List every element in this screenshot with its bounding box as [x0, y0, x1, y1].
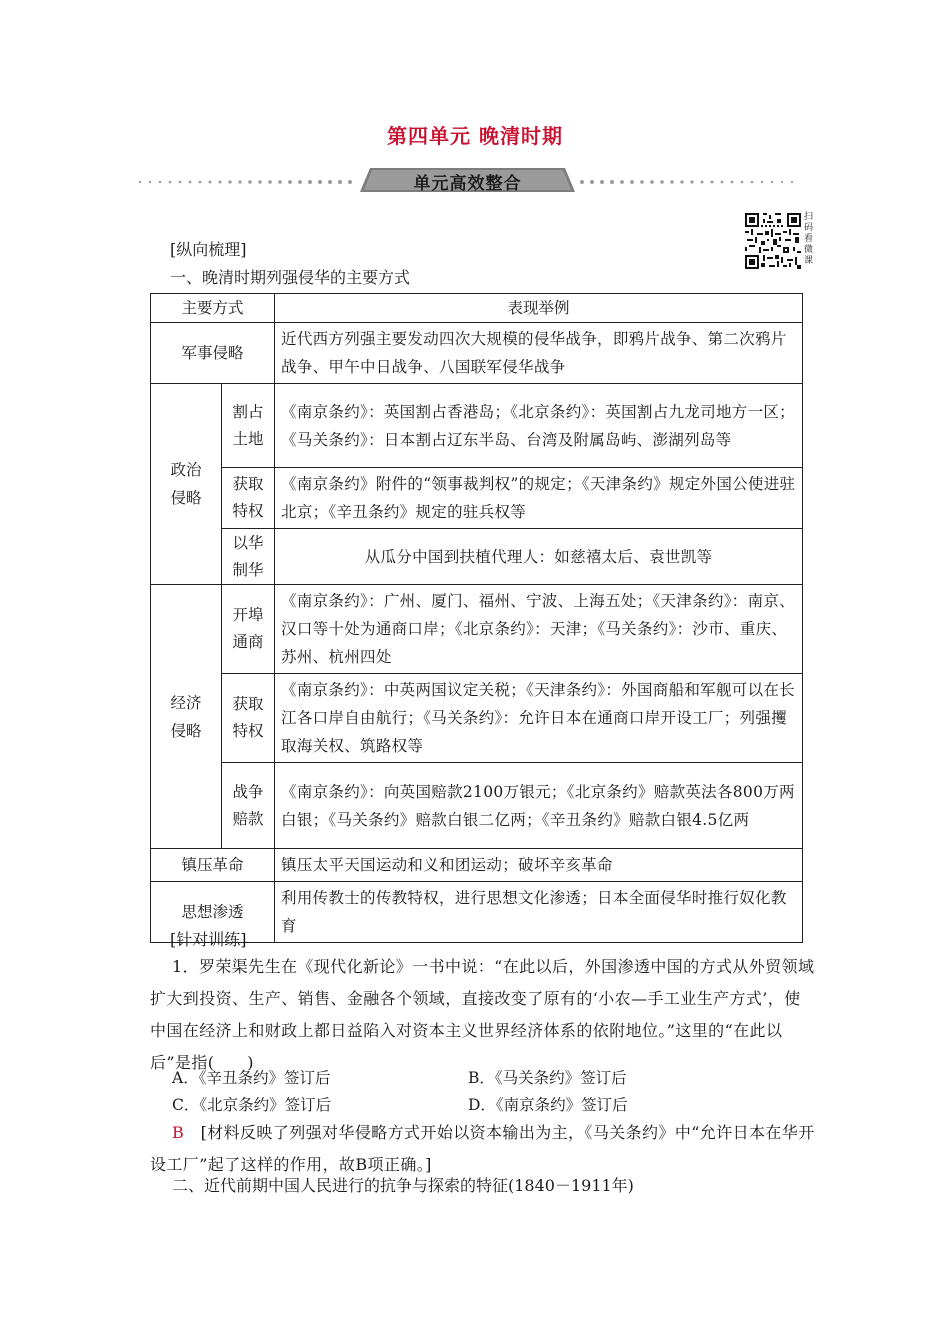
page-title: 第四单元 晚清时期	[387, 124, 563, 148]
table-row	[151, 384, 803, 468]
sub-label: 获取特权	[222, 674, 275, 763]
table-row	[151, 468, 803, 529]
table-row	[151, 763, 803, 849]
row-content: 《南京条约》：中英两国议定关税；《天津条约》：外国商船和军舰可以在长江各口岸自由航行；《马关条约》：允许日本在通商口岸开设工厂；列强攫取海关权、筑路权等	[275, 674, 803, 763]
table-row	[151, 849, 803, 882]
table-row	[151, 529, 803, 585]
sub-label: 战争赔款	[222, 763, 275, 849]
sub-label: 开埠通商	[222, 585, 275, 674]
section-tag: [纵向梳理]	[170, 240, 247, 259]
option-c[interactable]: C．《北京条约》签订后	[172, 1096, 332, 1114]
sub-label: 割占土地	[222, 384, 275, 468]
row-content: 利用传教士的传教特权，进行思想文化渗透；日本全面侵华时推行奴化教育	[275, 882, 803, 943]
table-row	[151, 585, 803, 674]
option-a[interactable]: A．《辛丑条约》签订后	[172, 1069, 331, 1087]
invasion-methods-table	[150, 293, 803, 943]
row-content: 《南京条约》：向英国赔款2100万银元；《北京条约》赔款英法各800万两白银；《马关条约》赔款白银二亿两；《辛丑条约》赔款白银4.5亿两	[275, 763, 803, 849]
row-label: 经济侵略	[151, 585, 222, 849]
row-content: 《南京条约》：广州、厦门、福州、宁波、上海五处；《天津条约》：南京、汉口等十处为通商口岸；《北京条约》：天津；《马关条约》：沙市、重庆、苏州、杭州四处	[275, 585, 803, 674]
sub-label: 获取特权	[222, 468, 275, 529]
heading-2: 二、近代前期中国人民进行的抗争与探索的特征(1840－1911年)	[172, 1176, 634, 1195]
row-label: 思想渗透	[151, 882, 275, 943]
training-tag: [针对训练]	[170, 930, 247, 949]
option-b[interactable]: B．《马关条约》签订后	[468, 1069, 627, 1087]
row-content: 近代西方列强主要发动四次大规模的侵华战争，即鸦片战争、第二次鸦片战争、甲午中日战争、八国联军侵华战争	[275, 323, 803, 384]
row-content: 镇压太平天国运动和义和团运动；破坏辛亥革命	[275, 849, 803, 882]
option-d[interactable]: D．《南京条约》签订后	[468, 1096, 628, 1114]
table-row	[151, 882, 803, 943]
sub-label: 以华制华	[222, 529, 275, 585]
banner-dots-right	[578, 180, 800, 184]
row-content: 从瓜分中国到扶植代理人：如慈禧太后、袁世凯等	[275, 529, 803, 585]
banner-label: 单元高效整合	[413, 174, 522, 194]
answer-explanation	[150, 1117, 815, 1181]
row-content: 《南京条约》附件的“领事裁判权”的规定；《天津条约》规定外国公使进驻北京；《辛丑条约》规定的驻兵权等	[275, 468, 803, 529]
header-examples: 表现举例	[275, 294, 803, 323]
table-row	[151, 674, 803, 763]
answer-letter: B	[172, 1123, 185, 1142]
banner-dots-left	[138, 180, 358, 184]
section-banner	[138, 168, 800, 194]
header-method: 主要方式	[151, 294, 275, 323]
table-header-row	[151, 294, 803, 323]
table-row	[151, 323, 803, 384]
row-label: 政治侵略	[151, 384, 222, 585]
qr-caption: 扫 码 看 微 课	[804, 212, 814, 266]
explanation-text: [材料反映了列强对华侵略方式开始以资本输出为主，《马关条约》中“允许日本在华开设工厂”起了这样的作用，故B项正确。]	[150, 1123, 815, 1174]
heading-1: 一、晚清时期列强侵华的主要方式	[170, 268, 411, 287]
qr-code-icon[interactable]	[745, 213, 801, 269]
row-label: 军事侵略	[151, 323, 275, 384]
row-content: 《南京条约》：英国割占香港岛；《北京条约》：英国割占九龙司地方一区；《马关条约》：日本割占辽东半岛、台湾及附属岛屿、澎湖列岛等	[275, 384, 803, 468]
row-label: 镇压革命	[151, 849, 275, 882]
question-1-stem: 1．罗荣渠先生在《现代化新论》一书中说：“在此以后，外国渗透中国的方式从外贸领域扩大到投资、生产、销售、金融各个领域，直接改变了原有的‘小农—手工业生产方式’，使中国在经济上和财政上都日益陷入对资本主义世界经济体系的依附地位。”这里的“在此以后”是指( )	[150, 957, 815, 1072]
